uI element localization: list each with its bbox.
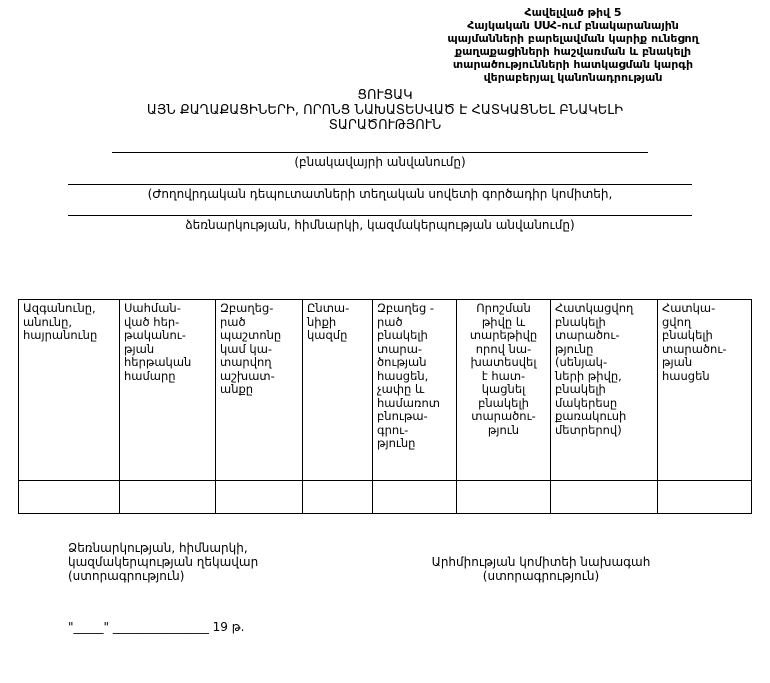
appendix-line: քաղաքացիների հաշվառման և բնակելի (454, 45, 692, 58)
signature-right-block (420, 555, 662, 583)
header-queue-number: Սահման- ված հեր- թականու- թյան հերթական համարը (120, 300, 216, 481)
appendix-line: վերաբերյալ կանոնադրության (483, 71, 663, 84)
header-full-name: Ազգանունը, անունը, հայրանունը (19, 300, 120, 481)
table-row (19, 481, 752, 514)
header-allocated-space: Հատկացվող բնակելի տարածու- թյունը (սենյակ- ների թիվը, բնակելի մակերեսը քառակուսի մետրերով) (551, 300, 658, 481)
document-subtitle-line1: ԱՅՆ ՔԱՂԱՔԱՑԻՆԵՐԻ, ՈՐՈՆՑ ՆԱԽԱՏԵՍՎԱԾ Է ՀԱՏԿԱՑՆԵԼ ԲՆԱԿԵԼԻ (146, 103, 624, 118)
settlement-underline (112, 152, 648, 153)
table-cell[interactable] (216, 481, 303, 514)
table-cell[interactable] (658, 481, 752, 514)
appendix-line: պայմանների բարելավման կարիք ունեցող (447, 32, 699, 45)
header-position: Զբաղեց- րած պաշտոնը կամ կա- տարվող աշխատ- անքը (216, 300, 303, 481)
table-cell[interactable] (120, 481, 216, 514)
committee-underline-1 (68, 184, 692, 185)
table-cell[interactable] (551, 481, 658, 514)
table-header-row (19, 300, 752, 481)
header-current-housing: Զբաղեց - րած բնակելի տարա- ծության հասցեն, չափը և համառոտ բնութա- գրու- թյունը (373, 300, 457, 481)
signature-right-caption: (ստորագրություն) (482, 569, 600, 583)
citizens-table (18, 299, 752, 514)
table-cell[interactable] (19, 481, 120, 514)
signature-right-title: Արհմիության կոմիտեի նախագահ (431, 555, 651, 569)
header-allocated-address: Հատկա- ցվող բնակելի տարածու- թյան հասցեն (658, 300, 752, 481)
appendix-header (408, 6, 738, 84)
signature-left-caption: (ստորագրություն) (68, 569, 185, 583)
committee-underline-2 (68, 215, 692, 216)
document-subtitle-line2: ՏԱՐԱԾՈՒԹՅՈՒՆ (328, 118, 442, 133)
appendix-line: Հայկական ՍՍՀ-ում բնակարանային (467, 19, 679, 32)
header-family: Ընտա- նիքի կազմը (303, 300, 373, 481)
signature-left-title-2: կազմակերպության ղեկավար (68, 555, 259, 569)
date-line: "_____" ________________ 19 թ. (68, 620, 245, 634)
document-title: ՑՈՒՑԱԿ (357, 88, 413, 103)
table-cell[interactable] (457, 481, 551, 514)
header-decision: Որոշման թիվը և տարեթիվը որով նա- խատեսվել է հատ- կացնել բնակելի տարածու- թյուն (457, 300, 551, 481)
table-cell[interactable] (373, 481, 457, 514)
committee-caption-line2: ձեռնարկության, հիմնարկի, կազմակերպության անվանումը) (185, 218, 575, 232)
signature-left-block (68, 541, 258, 583)
appendix-line: Հավելված թիվ 5 (524, 6, 622, 19)
table-cell[interactable] (303, 481, 373, 514)
settlement-caption: (բնակավայրի անվանումը) (294, 155, 466, 169)
appendix-line: տարածությունների հատկացման կարգի (452, 58, 694, 71)
committee-caption-line1: (Ժողովրդական դեպուտատների տեղական սովետի գործադիր կոմիտեի, (147, 187, 613, 201)
signature-left-title-1: Ձեռնարկության, հիմնարկի, (68, 541, 248, 555)
